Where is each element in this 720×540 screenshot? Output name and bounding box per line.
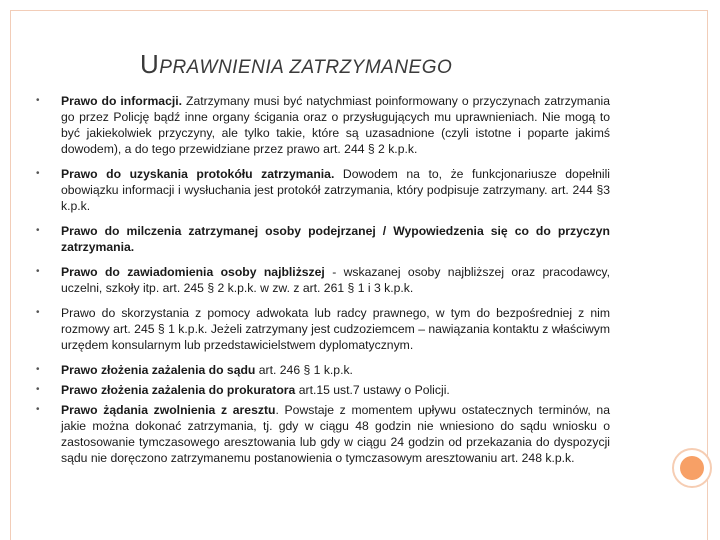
bullet-icon: • (36, 404, 40, 415)
rights-list (36, 93, 610, 475)
item-text: . Powstaje z momentem upływu ostatecznych terminów, na jakie można dokonać zatrzymania, tj. gdy w ciągu 48 godzin nie wniesiono do sądu wniosku o zastosowanie tymczasowego aresztowania lub gdy w ciągu 24 godzin od przekazania do dyspozycji sądu nie doręczono zatrzymanemu postanowienia o tymczasowym aresztowaniu art. 248 k.p.k. (61, 403, 610, 465)
item-text: art.15 ust.7 ustawy o Policji. (295, 383, 450, 397)
list-item (36, 223, 610, 255)
item-lead: Prawo złożenia zażalenia do prokuratora (61, 383, 296, 397)
bullet-icon: • (36, 364, 40, 375)
slide-title (140, 49, 452, 80)
item-lead: Prawo do milczenia zatrzymanej osoby podejrzanej / Wypowiedzenia się co do przyczyn zatrzymania. (61, 224, 610, 254)
item-text: - wskazanej osoby najbliższej oraz pracodawcy, uczelni, szkoły itp. art. 245 § 2 k.p.k. w zw. z art. 261 § 1 i 3 k.p.k. (61, 265, 610, 295)
list-item (36, 166, 610, 214)
item-text: Dowodem na to, że funkcjonariusze dopełnili obowiązku informacji i wysłuchania jest protokół zatrzymania, który podpisuje zatrzymany. art. 244 §3 k.p.k. (61, 167, 610, 213)
list-item (36, 382, 610, 398)
bullet-icon: • (36, 95, 40, 106)
list-item (36, 362, 610, 378)
list-item (36, 93, 610, 157)
item-lead: Prawo żądania zwolnienia z aresztu (61, 403, 276, 417)
list-item (36, 305, 610, 353)
bullet-icon: • (36, 307, 40, 318)
item-text: Prawo do skorzystania z pomocy adwokata lub radcy prawnego, w tym do bezpośredniej z nim rozmowy art. 245 § 1 k.p.k. Jeżeli zatrzymany jest cudzoziemcem – nawiązania kontaktu z właściwym urzędem konsularnym lub przedstawicielstwem dyplomatycznym. (61, 306, 610, 352)
item-lead: Prawo złożenia zażalenia do sądu (61, 363, 256, 377)
bullet-icon: • (36, 225, 40, 236)
bullet-icon: • (36, 384, 40, 395)
item-lead: Prawo do informacji. (61, 94, 183, 108)
list-item (36, 264, 610, 296)
bullet-icon: • (36, 266, 40, 277)
item-text: art. 246 § 1 k.p.k. (255, 363, 353, 377)
bullet-icon: • (36, 168, 40, 179)
item-text: Zatrzymany musi być natychmiast poinformowany o przyczynach zatrzymania go przez Policję bądź inne organy ścigania oraz o przysługujących mu uprawnieniach. Nie mogą to być jakiekolwiek przyczyny, ale tylko takie, które są uzasadnione (czyli istotne i poparte jakimś dowodem), a do tego przewidziane przez prawo art. 244 § 2 k.p.k. (61, 94, 610, 156)
decorative-circle-orange (680, 456, 704, 480)
item-lead: Prawo do uzyskania protokółu zatrzymania. (61, 167, 335, 181)
title-rest: PRAWNIENIA ZATRZYMANEGO (159, 57, 453, 78)
title-first-letter: U (140, 49, 160, 79)
item-lead: Prawo do zawiadomienia osoby najbliższej (61, 265, 325, 279)
list-item (36, 402, 610, 466)
